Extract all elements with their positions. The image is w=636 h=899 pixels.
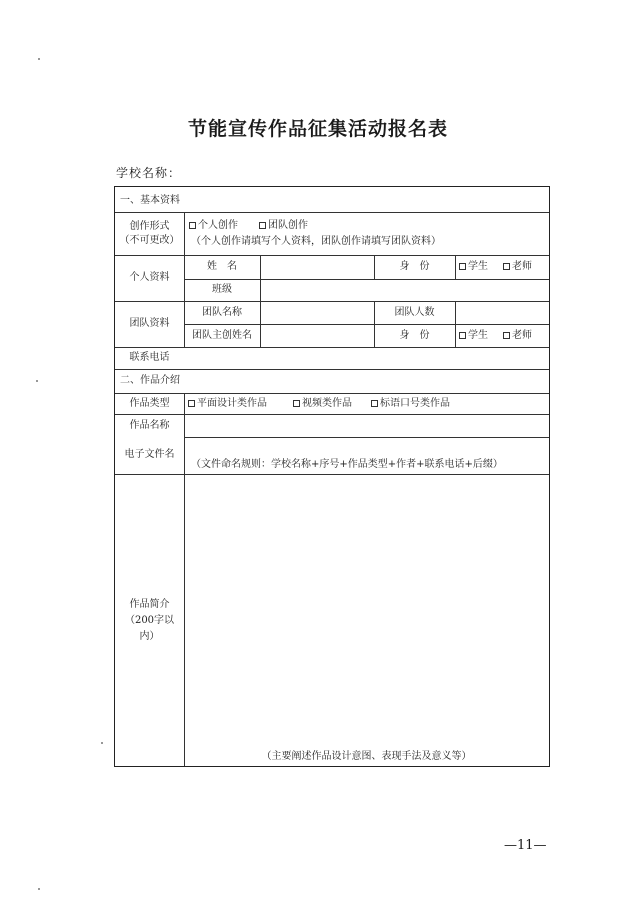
intro-label: 作品简介 — [129, 599, 170, 610]
creation-form-instruction: （个人创作请填写个人资料，团队创作请填写团队资料） — [191, 236, 441, 247]
name-field[interactable] — [261, 256, 374, 279]
scan-speck — [36, 380, 38, 382]
team-count-field[interactable] — [456, 302, 549, 324]
checkbox-icon[interactable] — [259, 222, 266, 229]
work-name-label: 作品名称 — [129, 420, 170, 431]
scan-speck — [101, 742, 103, 744]
checkbox-icon[interactable] — [459, 332, 466, 339]
team-name-label: 团队名称 — [202, 307, 242, 318]
team-option-student[interactable]: 学生 — [459, 330, 488, 342]
option-team[interactable]: 团队创作 — [259, 220, 308, 232]
checkbox-icon[interactable] — [503, 332, 510, 339]
work-type-label: 作品类型 — [129, 398, 170, 409]
intro-limit-label-end: 内） — [139, 631, 160, 642]
name-label: 姓 名 — [207, 261, 237, 272]
team-leader-field[interactable] — [261, 325, 374, 347]
registration-form — [114, 186, 550, 767]
page-number: —11— — [504, 838, 547, 853]
identity-label: 身 份 — [399, 261, 430, 272]
scan-speck — [38, 58, 40, 60]
scan-speck — [38, 888, 40, 890]
grade-label: 班级 — [212, 284, 232, 295]
grade-field[interactable] — [261, 280, 549, 301]
school-name-label: 学校名称： — [116, 166, 182, 180]
file-name-label: 电子文件名 — [124, 449, 175, 460]
section-work-intro-heading: 二、作品介绍 — [120, 375, 180, 386]
team-info-label: 团队资料 — [129, 318, 170, 329]
option-graphic-design[interactable]: 平面设计类作品 — [188, 398, 267, 410]
intro-limit-label: （200字以 — [124, 615, 175, 626]
creation-form-note: （不可更改） — [119, 235, 180, 246]
checkbox-icon[interactable] — [188, 400, 195, 407]
intro-instruction: （主要阐述作品设计意图、表现手法及意义等） — [261, 751, 472, 762]
work-name-field[interactable] — [185, 415, 549, 437]
checkbox-icon[interactable] — [371, 400, 378, 407]
team-leader-label: 团队主创姓名 — [192, 330, 252, 341]
personal-info-label: 个人资料 — [129, 272, 170, 283]
team-option-teacher[interactable]: 老师 — [503, 330, 532, 342]
team-name-field[interactable] — [261, 302, 374, 324]
checkbox-icon[interactable] — [503, 263, 510, 270]
team-identity-label: 身 份 — [399, 330, 430, 341]
file-name-field[interactable] — [185, 438, 549, 458]
option-student[interactable]: 学生 — [459, 261, 488, 273]
checkbox-icon[interactable] — [189, 222, 196, 229]
option-slogan[interactable]: 标语口号类作品 — [371, 398, 450, 410]
option-teacher[interactable]: 老师 — [503, 261, 532, 273]
option-individual[interactable]: 个人创作 — [189, 220, 238, 232]
team-count-label: 团队人数 — [394, 307, 435, 318]
file-naming-rule: （文件命名规则：学校名称+序号+作品类型+作者+联系电话+后缀） — [191, 459, 503, 470]
checkbox-icon[interactable] — [293, 400, 300, 407]
contact-phone-field[interactable] — [185, 348, 549, 369]
option-video[interactable]: 视频类作品 — [293, 398, 352, 410]
form-title: 节能宣传作品征集活动报名表 — [187, 118, 448, 140]
contact-phone-label: 联系电话 — [129, 352, 170, 363]
checkbox-icon[interactable] — [459, 263, 466, 270]
intro-textarea[interactable] — [185, 475, 549, 745]
creation-form-label: 创作形式 — [129, 221, 170, 232]
section-basic-info-heading: 一、基本资料 — [120, 195, 180, 206]
